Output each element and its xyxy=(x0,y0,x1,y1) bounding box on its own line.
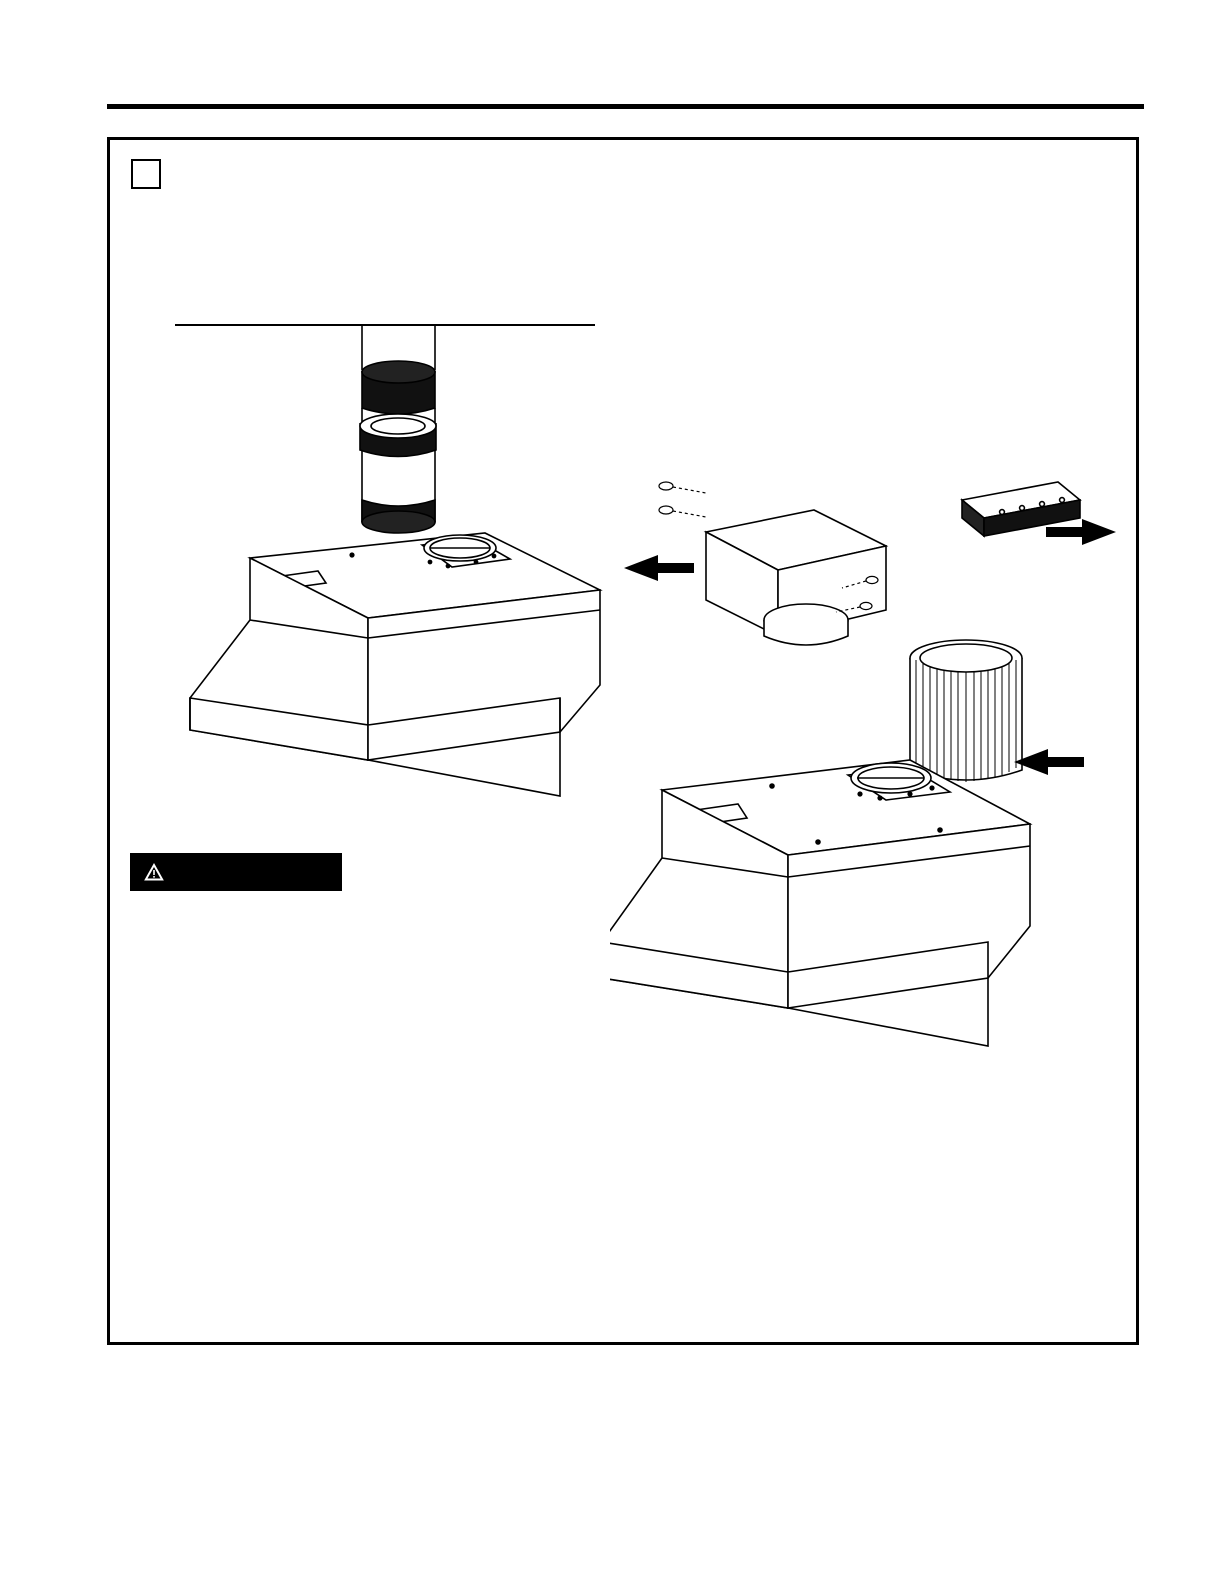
step-checkbox[interactable] xyxy=(131,159,161,189)
instruction-content-box xyxy=(107,137,1139,1345)
header-rule xyxy=(107,104,1144,109)
figure-ceiling-duct-to-hood xyxy=(130,300,650,860)
warning-triangle-icon xyxy=(144,863,164,881)
arrow-left xyxy=(624,555,694,581)
warning-banner xyxy=(130,853,342,891)
figure-blower-assembly xyxy=(610,460,1130,1310)
arrow-duct xyxy=(1014,749,1084,775)
